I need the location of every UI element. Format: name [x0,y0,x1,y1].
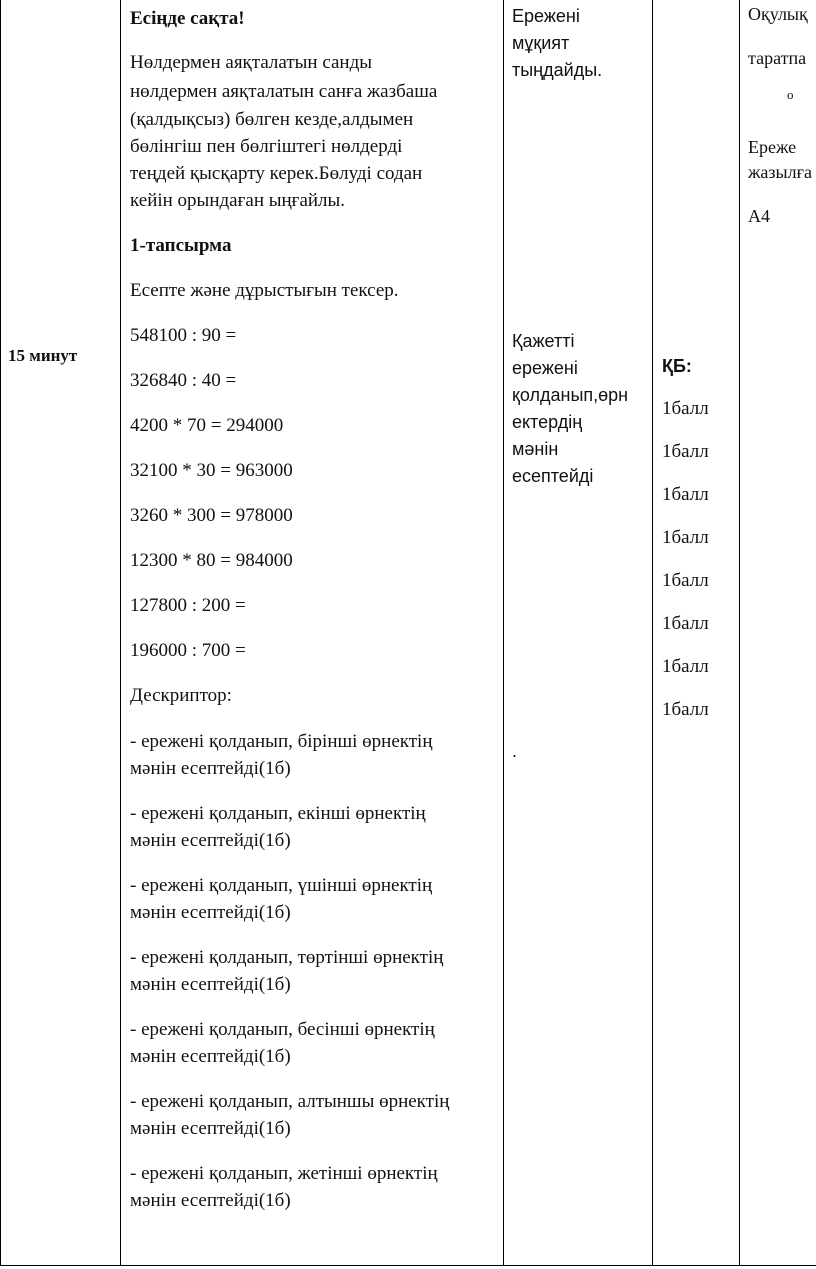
point-item: 1балл [662,656,709,677]
descriptor-line: мәнін есептейді(1б) [130,902,291,923]
activity-line: есептейді [512,466,594,486]
expression-item: 32100 * 30 = 963000 [130,460,293,481]
resources-cell [740,0,816,1265]
descriptor-line: - ережені қолданып, бірінші өрнектің [130,731,433,752]
point-item: 1балл [662,398,709,419]
point-item: 1балл [662,441,709,462]
activity-line: қолданып,өрн [512,385,629,405]
descriptor-line: - ережені қолданып, бесінші өрнектің [130,1019,435,1040]
rule-line: нөлдермен аяқталатын санға жазбаша [130,81,438,102]
column-divider-2 [503,0,504,1266]
activity-line: Ережені [512,6,580,26]
descriptor-label: Дескриптор: [130,685,232,706]
point-item: 1балл [662,613,709,634]
resource-line: о [787,87,794,102]
descriptor-line: мәнін есептейді(1б) [130,758,291,779]
rule-line: Нөлдермен аяқталатын санды [130,52,373,73]
descriptor-line: - ережені қолданып, төртінші өрнектің [130,947,444,968]
expression-item: 196000 : 700 = [130,640,246,661]
descriptor-line: - ережені қолданып, алтыншы өрнектің [130,1091,450,1112]
descriptor-line: - ережені қолданып, екінші өрнектің [130,803,426,824]
expression-item: 3260 * 300 = 978000 [130,505,293,526]
assessment-label: ҚБ: [662,356,692,376]
expression-item: 326840 : 40 = [130,370,237,391]
remember-heading: Есіңде сақта! [130,8,245,29]
point-item: 1балл [662,699,709,720]
descriptor-line: мәнін есептейді(1б) [130,1118,291,1139]
task-title: 1-тапсырма [130,235,232,256]
point-item: 1балл [662,570,709,591]
descriptor-line: - ережені қолданып, жетінші өрнектің [130,1163,438,1184]
activity-line: ережені [512,358,578,378]
rule-line: кейін орындаған ыңғайлы. [130,190,346,211]
activity-line: мәнін [512,439,559,459]
expression-item: 127800 : 200 = [130,595,246,616]
descriptor-line: мәнін есептейді(1б) [130,830,291,851]
table-border-left [0,0,1,1266]
point-item: 1балл [662,527,709,548]
rule-line: (қалдықсыз) бөлген кезде,алдымен [130,109,414,130]
activity-line: тыңдайды. [512,60,603,80]
descriptor-line: мәнін есептейді(1б) [130,1190,291,1211]
activity-dot: . [512,741,518,761]
descriptor-line: - ережені қолданып, үшінші өрнектің [130,875,433,896]
column-divider-3 [652,0,653,1266]
descriptor-line: мәнін есептейді(1б) [130,1046,291,1067]
activity-line: Қажетті [512,331,575,351]
column-divider-1 [120,0,121,1266]
rule-line: теңдей қысқарту керек.Бөлуді содан [130,163,423,184]
activity-line: мұқият [512,33,570,53]
activity-line: ектердің [512,412,583,432]
table-border-bottom [0,1265,816,1266]
resource-line: жазылға [748,162,812,182]
resource-line: А4 [748,206,770,226]
resource-line: таратпа [748,48,807,68]
expression-item: 12300 * 80 = 984000 [130,550,293,571]
rule-line: бөлінгіш пен бөлгіштегі нөлдерді [130,136,403,157]
point-item: 1балл [662,484,709,505]
resource-line: Ереже [748,137,797,157]
descriptor-line: мәнін есептейді(1б) [130,974,291,995]
time-cell: 15 минут [8,346,78,365]
expression-item: 4200 * 70 = 294000 [130,415,284,436]
task-instruction: Есепте және дұрыстығын тексер. [130,280,399,301]
resource-line: Оқулық [748,4,808,24]
expression-item: 548100 : 90 = [130,325,237,346]
